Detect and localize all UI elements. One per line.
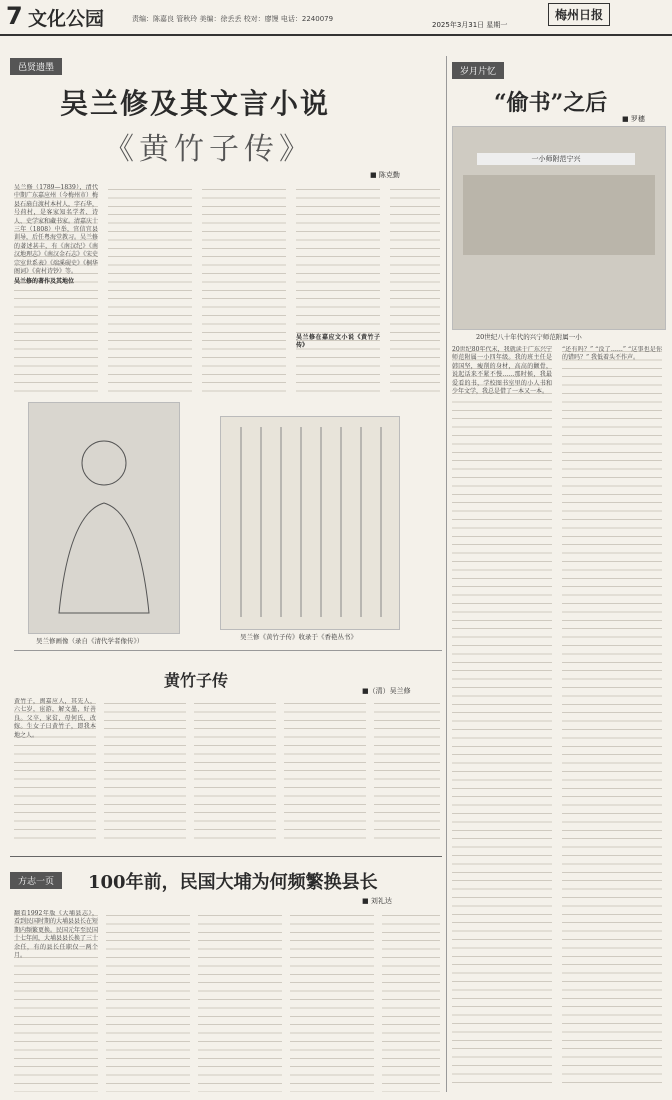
article3-col5 xyxy=(382,910,440,1092)
page-header xyxy=(0,0,672,36)
sidebar-title: “偷书”之后 xyxy=(494,90,608,116)
article2-col1: 黄竹子，闽嘉应人，其先人，六七岁，宦游，解文墨，好善良。父卒，家贫，母何氏，改嫁。生女子曰黄竹子，即我本地之人。 xyxy=(14,698,96,844)
article2-author: ■（清）吴兰修 xyxy=(362,687,411,695)
article1-col5 xyxy=(390,184,440,394)
article1-col1: 吴兰修（1789—1839），清代中期广东嘉应州（今梅州市）梅县石扇白渡村本村人，字石华，号荷村，是客家知名学者、诗人、史学家和藏书家。清嘉庆十三年（1808）中举，官信宜县训导，后任粤海堂教习。吴兰修的著述甚丰，有《南汉纪》《南汉地理志》《南汉金石志》《宋史宗室世系表》《端溪砚史》《桐华阁词》《荷村诗钞》等。 吴兰修的著作及其地位 xyxy=(14,184,98,394)
article1-col2 xyxy=(108,184,192,394)
photo-caption: 20世纪八十年代的兴宁师范附属一小 xyxy=(476,333,582,341)
article1-book-title: 《黄竹子传》 xyxy=(104,132,314,167)
sidebar-col2: “还有吗？” “没了……” “这事也是你的错吗？” 我低着头不作声。 xyxy=(562,346,662,1086)
article3-col2 xyxy=(106,910,190,1092)
article3-col1: 翻看1992年版《大埔县志》，看到民国时期的大埔县县长在短期内频繁更换。民国元年至民国十七年间，大埔县县长换了三十余任，有的县长任职仅一两个月。 xyxy=(14,910,98,1092)
section-title: 文化公园 xyxy=(28,8,105,30)
article3-col4 xyxy=(290,910,374,1092)
article3-title: 100年前，民国大埔为何频繁换县长 xyxy=(88,872,378,893)
article2-col4 xyxy=(284,698,366,844)
article2-title: 黄竹子传 xyxy=(164,671,229,690)
sidebar-author: ■ 罗穗 xyxy=(622,115,645,123)
article2-col5 xyxy=(374,698,440,844)
article1-author: ■ 陈克勤 xyxy=(370,171,400,179)
article1-col3 xyxy=(202,184,286,394)
portrait-caption: 吴兰修画像（录自《清代学者像传》） xyxy=(36,637,144,645)
page-number: 7 xyxy=(6,2,23,30)
article3-author: ■ 刘礼达 xyxy=(362,897,392,905)
article3-tag: 方志一页 xyxy=(10,872,62,889)
article1-tag: 邑贤遗墨 xyxy=(10,58,62,75)
sidebar-col1: 20世纪80年代末，我就读于广东兴宁师范附属一小四年级。我的班主任是韩国坚，瘦削的身材，高高的颧骨，说起话来不紧不慢……那时候，我最爱看的书，学校图书室里的小人书和少年文学，我总是借了一本又一本。 xyxy=(452,346,552,1086)
newspaper-name: 梅州日报 xyxy=(548,3,610,26)
book-page-caption: 吴兰修《黄竹子传》收录于《香艳丛书》 xyxy=(240,633,357,641)
sidebar-tag: 岁月片忆 xyxy=(452,62,504,79)
article1-col4: 吴兰修在嘉应文小说《黄竹子传》 xyxy=(296,184,380,394)
portrait-figure-icon xyxy=(29,403,179,633)
article1-title: 吴兰修及其文言小说 xyxy=(60,87,331,120)
article2-col2 xyxy=(104,698,186,844)
article3-col3 xyxy=(198,910,282,1092)
issue-date: 2025年3月31日 星期一 xyxy=(432,21,508,29)
article2-col3 xyxy=(194,698,276,844)
editor-line: 责编：陈嘉良 管秋玲 美编：徐丢丢 校对：廖馒 电话：2240079 xyxy=(132,15,334,23)
book-page-image xyxy=(220,416,400,630)
school-sign: 一小师附范宁兴 xyxy=(477,153,635,165)
portrait-image xyxy=(28,402,180,634)
school-photo xyxy=(452,126,666,330)
